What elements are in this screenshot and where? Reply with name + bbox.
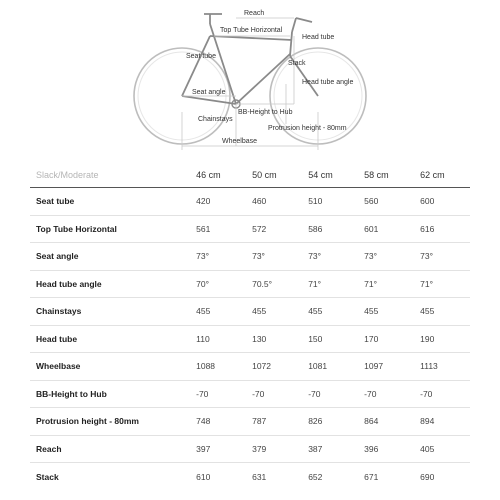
size-header: 50 cm (246, 162, 302, 188)
table-cell: 387 (302, 435, 358, 463)
geometry-table (30, 162, 470, 490)
row-label: Wheelbase (30, 353, 190, 381)
row-label: Head tube angle (30, 270, 190, 298)
table-cell: 616 (414, 215, 470, 243)
table-cell: 150 (302, 325, 358, 353)
table-cell: 73° (190, 243, 246, 271)
label-reach: Reach (244, 10, 265, 17)
table-cell: -70 (302, 380, 358, 408)
table-cell: -70 (414, 380, 470, 408)
row-label: Reach (30, 435, 190, 463)
row-label: Seat angle (30, 243, 190, 271)
table-row (30, 188, 470, 216)
table-row (30, 435, 470, 463)
size-header: 54 cm (302, 162, 358, 188)
row-label: Seat tube (30, 188, 190, 216)
label-bb-height-to-hub: BB-Height to Hub (238, 109, 293, 116)
table-cell: -70 (358, 380, 414, 408)
table-cell: 601 (358, 215, 414, 243)
table-cell: 73° (414, 243, 470, 271)
table-corner-label: Slack/Moderate (30, 162, 190, 188)
table-cell: 190 (414, 325, 470, 353)
label-chainstays: Chainstays (198, 116, 233, 123)
table-cell: 130 (246, 325, 302, 353)
table-row (30, 408, 470, 436)
label-head-tube: Head tube (302, 34, 335, 41)
table-row (30, 243, 470, 271)
table-cell: 396 (358, 435, 414, 463)
table-row (30, 353, 470, 381)
table-cell: 73° (246, 243, 302, 271)
table-cell: 455 (414, 298, 470, 326)
table-cell: 455 (358, 298, 414, 326)
table-row (30, 325, 470, 353)
row-label: Head tube (30, 325, 190, 353)
table-cell: 1081 (302, 353, 358, 381)
table-cell: 379 (246, 435, 302, 463)
row-label: Top Tube Horizontal (30, 215, 190, 243)
table-cell: 420 (190, 188, 246, 216)
table-cell: 455 (246, 298, 302, 326)
table-cell: 1097 (358, 353, 414, 381)
table-row (30, 215, 470, 243)
table-cell: 460 (246, 188, 302, 216)
label-top-tube-horizontal: Top Tube Horizontal (220, 27, 283, 34)
table-cell: 405 (414, 435, 470, 463)
table-cell: 894 (414, 408, 470, 436)
table-header-row (30, 162, 470, 188)
size-header: 62 cm (414, 162, 470, 188)
table-cell: 652 (308, 471, 323, 482)
table-row (30, 298, 470, 326)
label-protrusion-height: Protrusion height - 80mm (268, 125, 347, 132)
table-cell: 631 (252, 471, 267, 482)
row-label: BB-Height to Hub (30, 380, 190, 408)
row-label: Protrusion height - 80mm (30, 408, 190, 436)
table-cell: 71° (358, 270, 414, 298)
table-cell: 610 (196, 471, 211, 482)
table-cell: 864 (358, 408, 414, 436)
table-cell: -70 (246, 380, 302, 408)
table-cell: 586 (302, 215, 358, 243)
table-cell: -70 (190, 380, 246, 408)
table-cell: 826 (302, 408, 358, 436)
table-cell: 70° (190, 270, 246, 298)
table-row (30, 463, 470, 491)
table-cell: 455 (302, 298, 358, 326)
row-label: Chainstays (30, 298, 190, 326)
table-cell: 600 (414, 188, 470, 216)
table-cell: 455 (190, 298, 246, 326)
table-cell: 561 (190, 215, 246, 243)
table-cell: 690 (420, 471, 435, 482)
table-cell: 671 (364, 471, 379, 482)
size-header: 46 cm (190, 162, 246, 188)
table-cell: 110 (190, 325, 246, 353)
table-cell: 70.5° (246, 270, 302, 298)
table-cell: 572 (246, 215, 302, 243)
table-cell: 397 (190, 435, 246, 463)
table-cell: 73° (302, 243, 358, 271)
table-cell: 1113 (414, 353, 470, 381)
label-seat-tube: Seat tube (186, 53, 216, 60)
label-seat-angle: Seat angle (192, 89, 226, 96)
table-row (30, 380, 470, 408)
bike-geometry-diagram (0, 0, 500, 160)
table-cell: 71° (302, 270, 358, 298)
table-cell: 560 (358, 188, 414, 216)
label-stack: Stack (288, 60, 306, 67)
bike-geometry-drawing (0, 0, 500, 160)
table-row (30, 270, 470, 298)
table-cell: 73° (358, 243, 414, 271)
table-cell: 1072 (246, 353, 302, 381)
label-wheelbase: Wheelbase (222, 138, 258, 145)
table-cell: 748 (190, 408, 246, 436)
row-label: Stack (36, 471, 59, 482)
table-cell: 1088 (190, 353, 246, 381)
label-head-tube-angle: Head tube angle (302, 79, 354, 86)
table-cell: 71° (414, 270, 470, 298)
table-cell: 510 (302, 188, 358, 216)
size-header: 58 cm (358, 162, 414, 188)
table-cell: 170 (358, 325, 414, 353)
table-cell: 787 (246, 408, 302, 436)
